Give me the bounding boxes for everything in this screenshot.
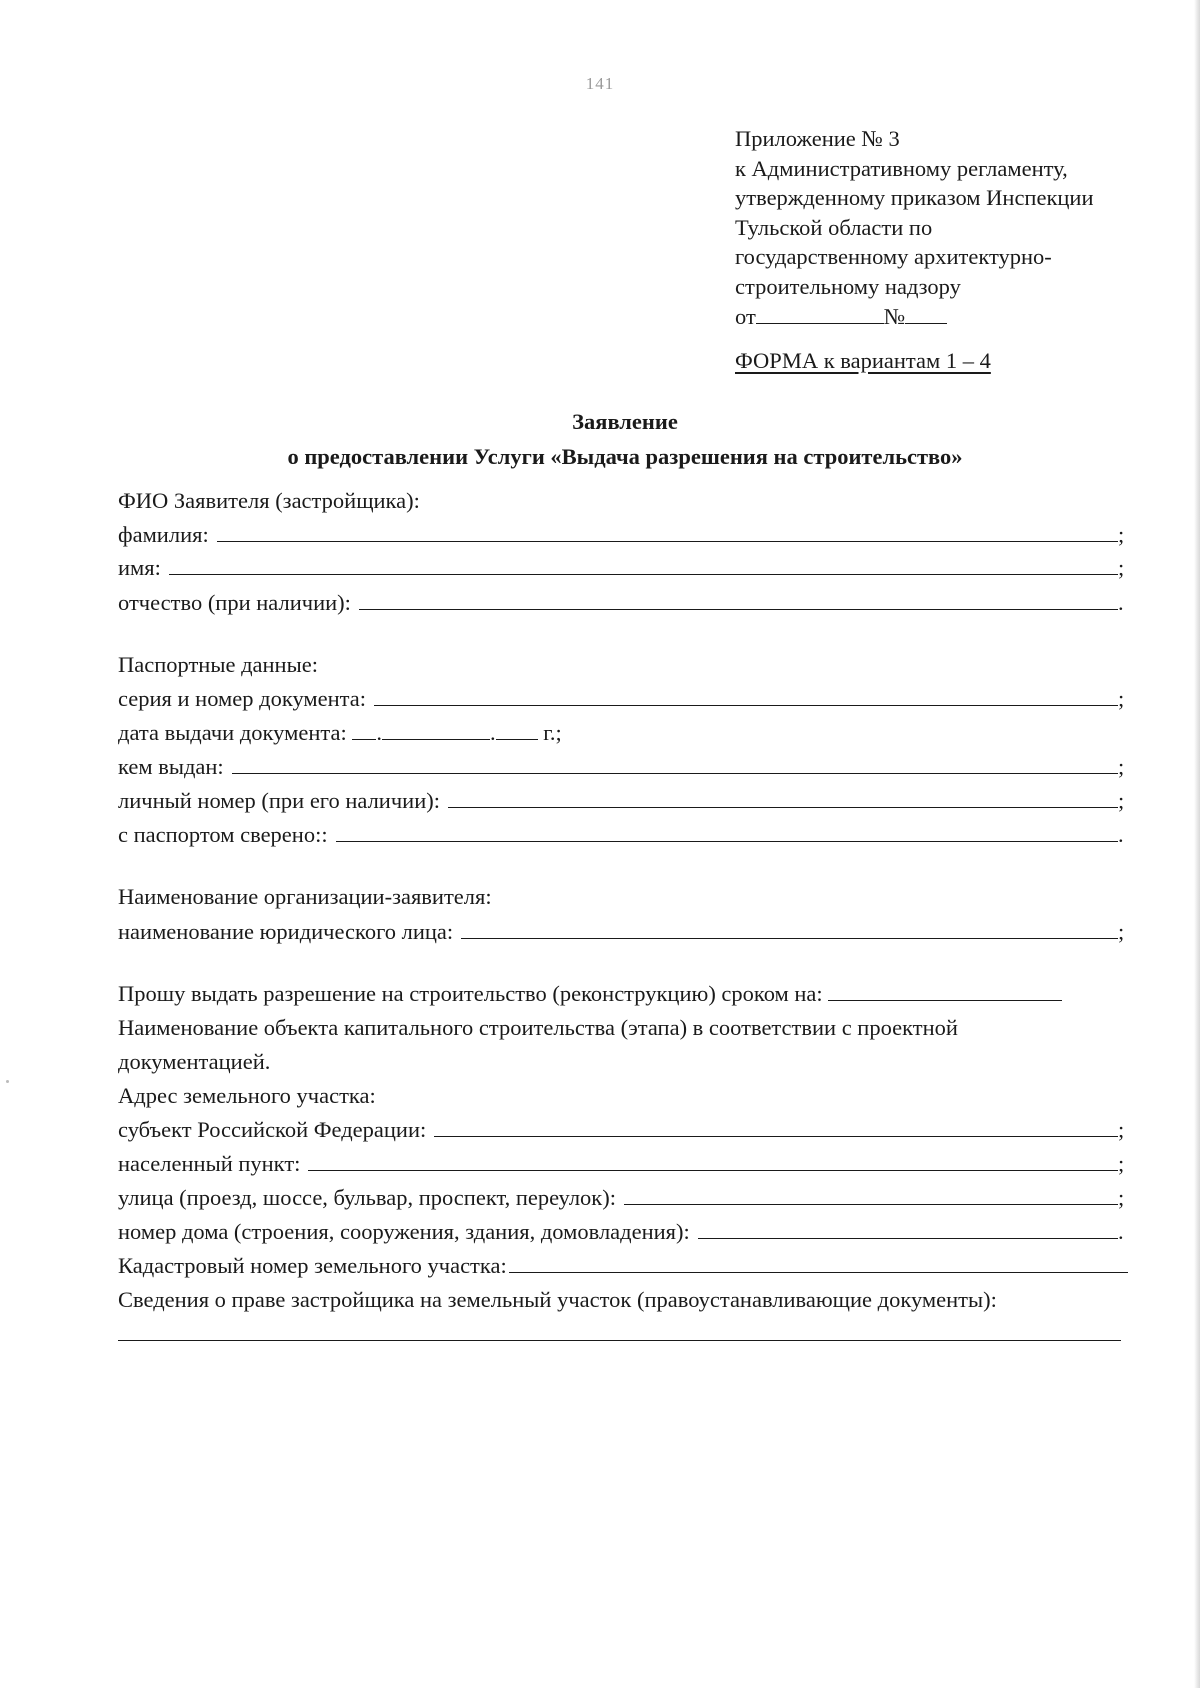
issue-year-input[interactable] bbox=[496, 718, 538, 740]
document-subtitle: о предоставлении Услуги «Выдача разрешения на строительство» bbox=[287, 444, 963, 469]
locality-label: населенный пункт: bbox=[118, 1151, 301, 1176]
personal-number-input[interactable] bbox=[448, 786, 1118, 808]
address-heading: Адрес земельного участка: bbox=[118, 1083, 376, 1108]
organization-heading: Наименование организации-заявителя: bbox=[118, 884, 492, 909]
field-end-punct: ; bbox=[1118, 919, 1125, 944]
construction-term-field bbox=[118, 979, 1062, 1009]
house-number-label: номер дома (строения, сооружения, здания, домовладения): bbox=[118, 1219, 690, 1244]
appendix-line: к Административному регламенту, bbox=[735, 155, 1068, 181]
number-label: № bbox=[883, 303, 906, 329]
number-blank[interactable] bbox=[905, 302, 947, 324]
construction-term-input[interactable] bbox=[828, 979, 1062, 1001]
passport-series-label: серия и номер документа: bbox=[118, 686, 367, 711]
passport-series-field bbox=[118, 684, 1128, 714]
field-end-punct: ; bbox=[1118, 788, 1125, 813]
legal-name-field bbox=[118, 917, 1128, 947]
surname-input[interactable] bbox=[217, 520, 1118, 542]
field-end-punct: ; bbox=[1118, 522, 1125, 547]
patronymic-field bbox=[118, 588, 1128, 618]
name-input[interactable] bbox=[169, 553, 1118, 575]
scan-edge bbox=[1194, 0, 1200, 1688]
from-label: от bbox=[735, 303, 756, 329]
construction-term-label: Прошу выдать разрешение на строительство (реконструкцию) сроком на: bbox=[118, 981, 823, 1006]
date-separator: . bbox=[376, 720, 382, 745]
surname-field bbox=[118, 520, 1128, 550]
personal-number-field bbox=[118, 786, 1128, 816]
issued-by-field bbox=[118, 752, 1128, 782]
name-label: имя: bbox=[118, 555, 161, 580]
street-input[interactable] bbox=[624, 1183, 1118, 1205]
passport-verified-input[interactable] bbox=[336, 820, 1118, 842]
scan-dot bbox=[6, 1080, 9, 1083]
name-field bbox=[118, 553, 1128, 583]
field-end-punct: . bbox=[1118, 590, 1124, 615]
legal-name-input[interactable] bbox=[461, 917, 1118, 939]
date-separator: . bbox=[489, 720, 496, 745]
field-end-punct: ; bbox=[1118, 686, 1125, 711]
surname-label: фамилия: bbox=[118, 522, 209, 547]
locality-input[interactable] bbox=[308, 1149, 1118, 1171]
issue-day-input[interactable] bbox=[352, 718, 376, 740]
appendix-line: утвержденному приказом Инспекции bbox=[735, 185, 1094, 211]
field-end-punct: ; bbox=[1118, 754, 1125, 779]
personal-number-label: личный номер (при его наличии): bbox=[118, 788, 440, 813]
passport-series-input[interactable] bbox=[374, 684, 1118, 706]
field-end-punct: ; bbox=[1118, 1117, 1125, 1142]
issued-by-label: кем выдан: bbox=[118, 754, 224, 779]
house-number-input[interactable] bbox=[698, 1217, 1118, 1239]
subject-rf-input[interactable] bbox=[434, 1115, 1118, 1137]
appendix-date-number bbox=[735, 302, 1155, 332]
cadastral-field bbox=[118, 1251, 1128, 1281]
field-end-punct: . bbox=[1118, 822, 1124, 847]
issue-date-field bbox=[118, 718, 562, 748]
passport-verified-label: с паспортом сверено:: bbox=[118, 822, 328, 847]
subject-rf-label: субъект Российской Федерации: bbox=[118, 1117, 427, 1142]
cadastral-input[interactable] bbox=[509, 1251, 1128, 1273]
issued-by-input[interactable] bbox=[232, 752, 1118, 774]
appendix-block bbox=[735, 124, 1155, 331]
appendix-line: государственному архитектурно- bbox=[735, 244, 1052, 270]
appendix-line: Тульской области по bbox=[735, 214, 933, 240]
locality-field bbox=[118, 1149, 1128, 1179]
legal-name-label: наименование юридического лица: bbox=[118, 919, 454, 944]
object-name-line-1: Наименование объекта капитального строительства (этапа) в соответствии с проектной bbox=[118, 1015, 958, 1040]
object-name-line-2: документацией. bbox=[118, 1049, 271, 1074]
field-end-punct: ; bbox=[1118, 1185, 1125, 1210]
year-suffix: г.; bbox=[543, 720, 562, 745]
rights-label: Сведения о праве застройщика на земельный участок (правоустанавливающие документы): bbox=[118, 1287, 997, 1312]
patronymic-label: отчество (при наличии): bbox=[118, 590, 351, 615]
page-number: 141 bbox=[585, 74, 615, 93]
document-title: Заявление bbox=[572, 409, 678, 434]
cadastral-label: Кадастровый номер земельного участка: bbox=[118, 1253, 507, 1278]
field-end-punct: . bbox=[1118, 1219, 1124, 1244]
form-label: ФОРМА к вариантам 1 – 4 bbox=[735, 348, 991, 373]
field-end-punct: ; bbox=[1118, 555, 1125, 580]
passport-verified-field bbox=[118, 820, 1128, 850]
passport-heading: Паспортные данные: bbox=[118, 652, 318, 677]
subject-rf-field bbox=[118, 1115, 1128, 1145]
applicant-heading: ФИО Заявителя (застройщика): bbox=[118, 488, 420, 513]
date-blank[interactable] bbox=[756, 302, 884, 324]
field-end-punct: ; bbox=[1118, 1151, 1125, 1176]
street-label: улица (проезд, шоссе, бульвар, проспект, переулок): bbox=[118, 1185, 616, 1210]
rights-input-line[interactable] bbox=[118, 1340, 1121, 1341]
issue-month-input[interactable] bbox=[382, 718, 490, 740]
house-number-field bbox=[118, 1217, 1128, 1247]
issue-date-label: дата выдачи документа: bbox=[118, 720, 347, 745]
appendix-line: Приложение № 3 bbox=[735, 126, 900, 151]
appendix-line: строительному надзору bbox=[735, 273, 961, 299]
patronymic-input[interactable] bbox=[359, 588, 1118, 610]
street-field bbox=[118, 1183, 1128, 1213]
